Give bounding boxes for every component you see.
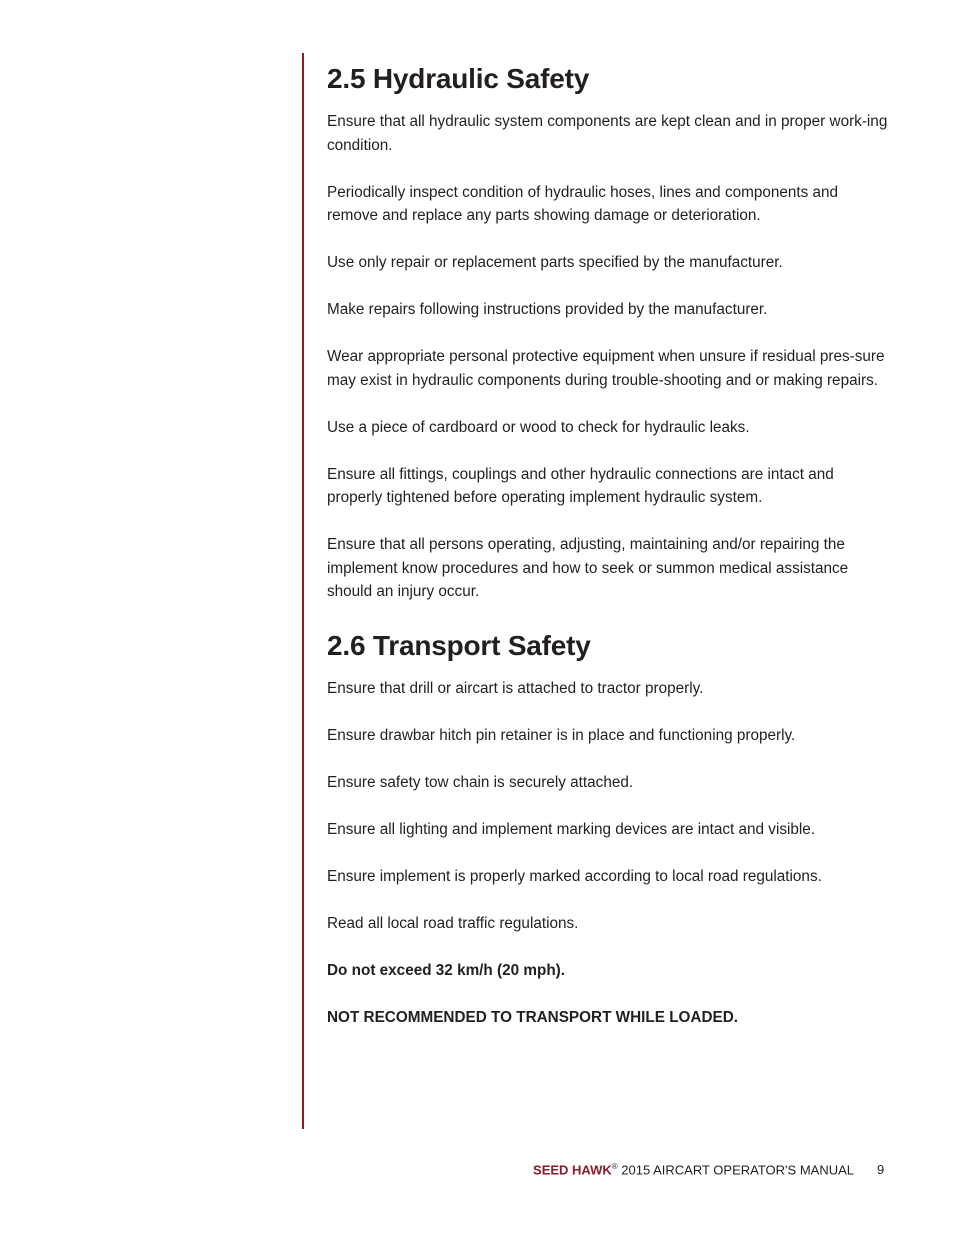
paragraph: Periodically inspect condition of hydraulic hoses, lines and components and remove and replace any parts showing damage or deterioration. [327, 183, 839, 224]
margin-rule [302, 53, 304, 1129]
paragraph: Use only repair or replacement parts specified by the manufacturer. [327, 254, 783, 271]
paragraph: Ensure all fittings, couplings and other hydraulic connections are intact and properly tightened before operating implement hydraulic system. [327, 465, 834, 506]
brand-name: SEED HAWK [533, 1162, 612, 1178]
paragraph: Make repairs following instructions provided by the manufacturer. [327, 301, 768, 318]
paragraph: Ensure all lighting and implement marking devices are intact and visible. [327, 821, 816, 838]
paragraph: Ensure drawbar hitch pin retainer is in place and functioning properly. [327, 727, 796, 744]
page-number: 9 [877, 1162, 885, 1177]
paragraph: Ensure implement is properly marked according to local road regulations. [327, 868, 822, 885]
section-heading-transport-safety: 2.6 Transport Safety [327, 630, 591, 661]
section-heading-hydraulic-safety: 2.5 Hydraulic Safety [327, 63, 590, 94]
manual-title-text: 2015 AIRCART OPERATOR'S MANUAL [617, 1162, 854, 1178]
speed-limit-warning: Do not exceed 32 km/h (20 mph). [327, 962, 566, 979]
manual-title [533, 1162, 854, 1177]
page-content [327, 60, 892, 1053]
registered-mark: ® [611, 1162, 618, 1171]
paragraph: Ensure that all persons operating, adjusting, maintaining and/or repairing the implement know procedures and how to seek or summon medical assistance should an injury occur. [327, 536, 849, 600]
paragraph: Ensure that all hydraulic system components are kept clean and in proper work-ing condition. [327, 113, 888, 154]
paragraph: Use a piece of cardboard or wood to check for hydraulic leaks. [327, 418, 750, 436]
paragraph: Ensure safety tow chain is securely attached. [327, 774, 634, 791]
paragraph: Ensure that drill or aircart is attached to tractor properly. [327, 680, 704, 697]
page-footer [0, 1162, 954, 1182]
paragraph: Wear appropriate personal protective equipment when unsure if residual pres-sure may exist in hydraulic components during trouble-shooting and or making repairs. [327, 348, 885, 389]
paragraph: Read all local road traffic regulations. [327, 915, 579, 932]
loaded-transport-warning: NOT RECOMMENDED TO TRANSPORT WHILE LOADED. [327, 1009, 739, 1026]
